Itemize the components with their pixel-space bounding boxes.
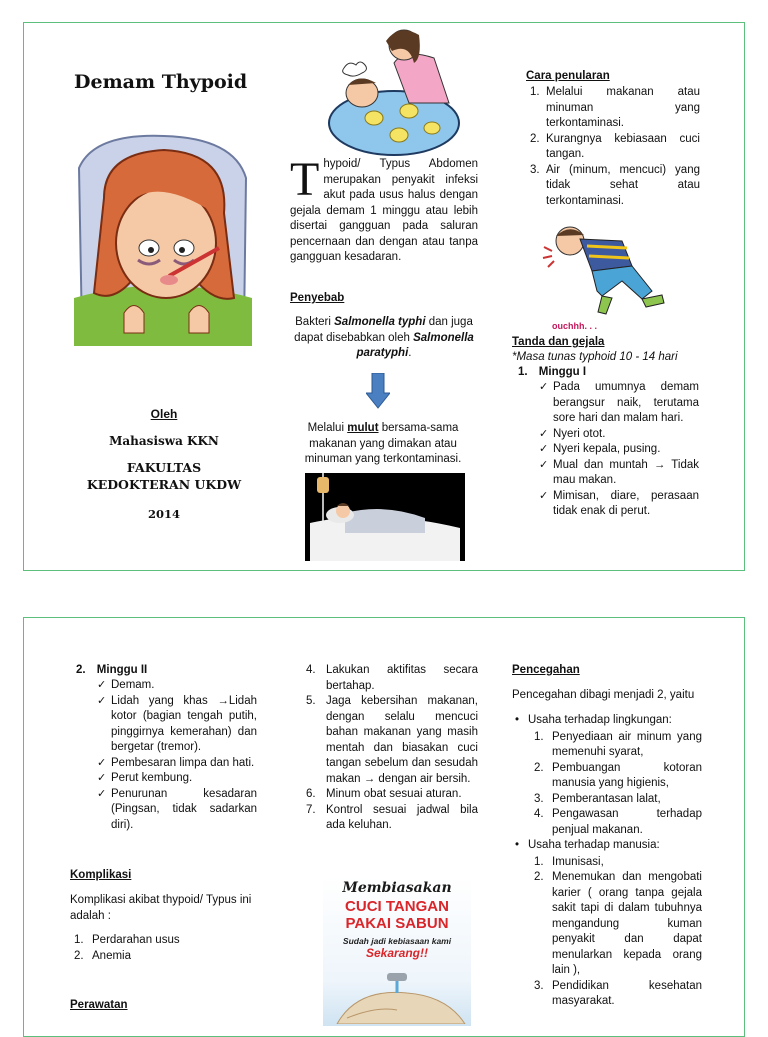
penyebab-heading: Penyebab — [290, 292, 345, 304]
week1-number: 1. — [518, 366, 528, 378]
ouch-caption: ouchhh. . . — [552, 321, 597, 331]
list-item: 3. Pendidikan kesehatan masyarakat. — [532, 979, 702, 1010]
list-item: 2. Pembuangan kotoran manusia yang higienis, — [532, 761, 702, 792]
melalui-text — [298, 421, 468, 468]
tanda-heading: Tanda dan gejala — [512, 336, 605, 348]
pencegahan-heading: Pencegahan — [512, 664, 580, 676]
week2-heading — [76, 663, 147, 679]
stomach-ache-illustration — [542, 221, 672, 321]
item-number: 5. — [306, 695, 316, 707]
list-item: 1. Imunisasi, — [532, 855, 702, 871]
down-arrow-icon — [366, 373, 390, 409]
poster-line1: Membiasakan — [342, 880, 452, 896]
item-number: 6. — [306, 788, 316, 800]
penularan-list — [526, 85, 700, 209]
group-label: Usaha terhadap manusia: — [528, 839, 660, 851]
penularan-heading: Cara penularan — [526, 70, 610, 82]
patient-in-bed-illustration — [305, 473, 465, 561]
week2-label: Minggu II — [96, 664, 148, 676]
week1-label: Minggu I — [538, 366, 587, 378]
salmonella-paratyphi: Salmonella paratyphi — [356, 331, 474, 359]
manusia-list — [532, 855, 702, 1010]
list-item — [306, 803, 478, 834]
handwashing-poster — [323, 876, 471, 1026]
penyebab-part: Bakteri — [295, 316, 335, 328]
mother-and-child-illustration — [314, 23, 464, 158]
list-item: ✓ Pada umumnya demam berangsur naik, terutama sore hari dan malam hari. — [539, 380, 699, 427]
list-item: ✓ Lidah yang khas →Lidah kotor (bagian tengah putih, pinggirnya kemerahan) dan bergetar (tremor). — [97, 694, 257, 756]
penyebab-part: dan juga dapat disebabkan oleh — [294, 316, 473, 344]
penyebab-part: . — [408, 347, 412, 359]
poster-line3: PAKAI SABUN — [345, 915, 449, 932]
masa-tunas-note: *Masa tunas typhoid 10 - 14 hari — [512, 351, 678, 363]
list-item: 3. Air (minum, mencuci) yang tidak sehat atau terkontaminasi. — [526, 163, 700, 210]
list-item: ✓ Pembesaran limpa dan hati. — [97, 756, 257, 772]
list-item: 1. Perdarahan usus — [70, 933, 260, 949]
author-year: 2014 — [147, 507, 180, 521]
list-item: ✓ Penurunan kesadaran (Pingsan, tidak sadarkan diri). — [97, 787, 257, 834]
item-number: 4. — [306, 664, 316, 676]
melalui-mulut: mulut — [347, 422, 379, 434]
list-item: ✓ Nyeri kepala, pusing. — [539, 442, 699, 458]
author-mahasiswa: Mahasiswa KKN — [109, 433, 219, 448]
week1-heading — [518, 365, 586, 381]
list-item: ✓ Nyeri otot. — [539, 427, 699, 443]
week2-number: 2. — [76, 664, 86, 676]
item-text: Jaga kebersihan makanan, dengan selalu mencuci bahan makanan yang masih mentah dan biasakan cuci tangan sebelum dan sesudah makan → dengan air bersih. — [326, 695, 478, 785]
perawatan-list — [306, 663, 478, 834]
week1-symptoms-list — [539, 380, 699, 520]
item-text: Kontrol sesuai jadwal bila ada keluhan. — [326, 803, 478, 831]
intro-text: hypoid/ Typus Abdomen merupakan penyakit infeksi akut pada usus halus dengan gejala demam 1 minggu atau lebih disertai gangguan pada saluran pencernaan dan dengan atau tanpa gangguan kesadaran. — [290, 158, 478, 263]
week2-symptoms-list — [97, 678, 257, 833]
author-section — [104, 407, 224, 449]
author-oleh: Oleh — [150, 407, 178, 421]
salmonella-typhi: Salmonella typhi — [334, 316, 426, 328]
list-item: 2. Anemia — [70, 949, 260, 965]
penyebab-text — [290, 315, 478, 362]
brochure-panel-back — [23, 617, 745, 1037]
list-item — [306, 787, 478, 803]
komplikasi-list — [70, 933, 260, 964]
item-text: Minum obat sesuai aturan. — [326, 788, 462, 800]
melalui-part: bersama-sama makanan yang dimakan atau minuman yang terkontaminasi. — [304, 422, 462, 465]
list-item: ✓ Demam. — [97, 678, 257, 694]
pencegahan-group-list — [512, 713, 702, 1010]
komplikasi-heading: Komplikasi — [70, 869, 132, 881]
pencegahan-intro: Pencegahan dibagi menjadi 2, yaitu — [512, 689, 695, 701]
list-item: 1. Penyediaan air minum yang memenuhi syarat, — [532, 730, 702, 761]
brochure-panel-front — [23, 22, 745, 571]
intro-dropcap: T — [290, 153, 320, 206]
faucet-and-hands-icon — [327, 968, 467, 1024]
list-item: 2. Menemukan dan mengobati karier ( orang tanpa gejala sakit tapi di dalam tubuhnya mengandung kuman penyakit dan dapat menularkan kepada orang lain ), — [532, 870, 702, 979]
list-item — [512, 838, 702, 1010]
list-item: 2. Kurangnya kebiasaan cuci tangan. — [526, 132, 700, 163]
item-text: Lakukan aktifitas secara bertahap. — [326, 664, 478, 692]
list-item: 3. Pemberantasan lalat, — [532, 792, 702, 808]
list-item: ✓ Perut kembung. — [97, 771, 257, 787]
melalui-part: Melalui — [307, 422, 348, 434]
list-item: 1. Melalui makanan atau minuman yang terkontaminasi. — [526, 85, 700, 132]
author-fakultas: FAKULTAS KEDOKTERAN UKDW — [86, 460, 242, 492]
perawatan-heading: Perawatan — [70, 999, 128, 1011]
komplikasi-text: Komplikasi akibat thypoid/ Typus ini adalah : — [70, 894, 252, 922]
lingkungan-list — [532, 730, 702, 839]
list-item — [306, 663, 478, 694]
group-label: Usaha terhadap lingkungan: — [528, 714, 672, 726]
poster-line2: CUCI TANGAN — [345, 898, 449, 915]
list-item: ✓ Mual dan muntah → Tidak mau makan. — [539, 458, 699, 489]
intro-paragraph — [290, 153, 478, 266]
list-item — [512, 713, 702, 838]
brochure-title: Demam Thypoid — [74, 71, 248, 93]
list-item: ✓ Mimisan, diare, perasaan tidak enak di perut. — [539, 489, 699, 520]
poster-line5: Sekarang!! — [365, 946, 429, 960]
poster-line4: Sudah jadi kebiasaan kami — [342, 936, 452, 946]
list-item — [306, 694, 478, 787]
item-number: 7. — [306, 803, 316, 816]
pencegahan-groups — [512, 713, 702, 1010]
sick-girl-illustration — [74, 128, 252, 346]
list-item: 4. Pengawasan terhadap penjual makanan. — [532, 807, 702, 838]
